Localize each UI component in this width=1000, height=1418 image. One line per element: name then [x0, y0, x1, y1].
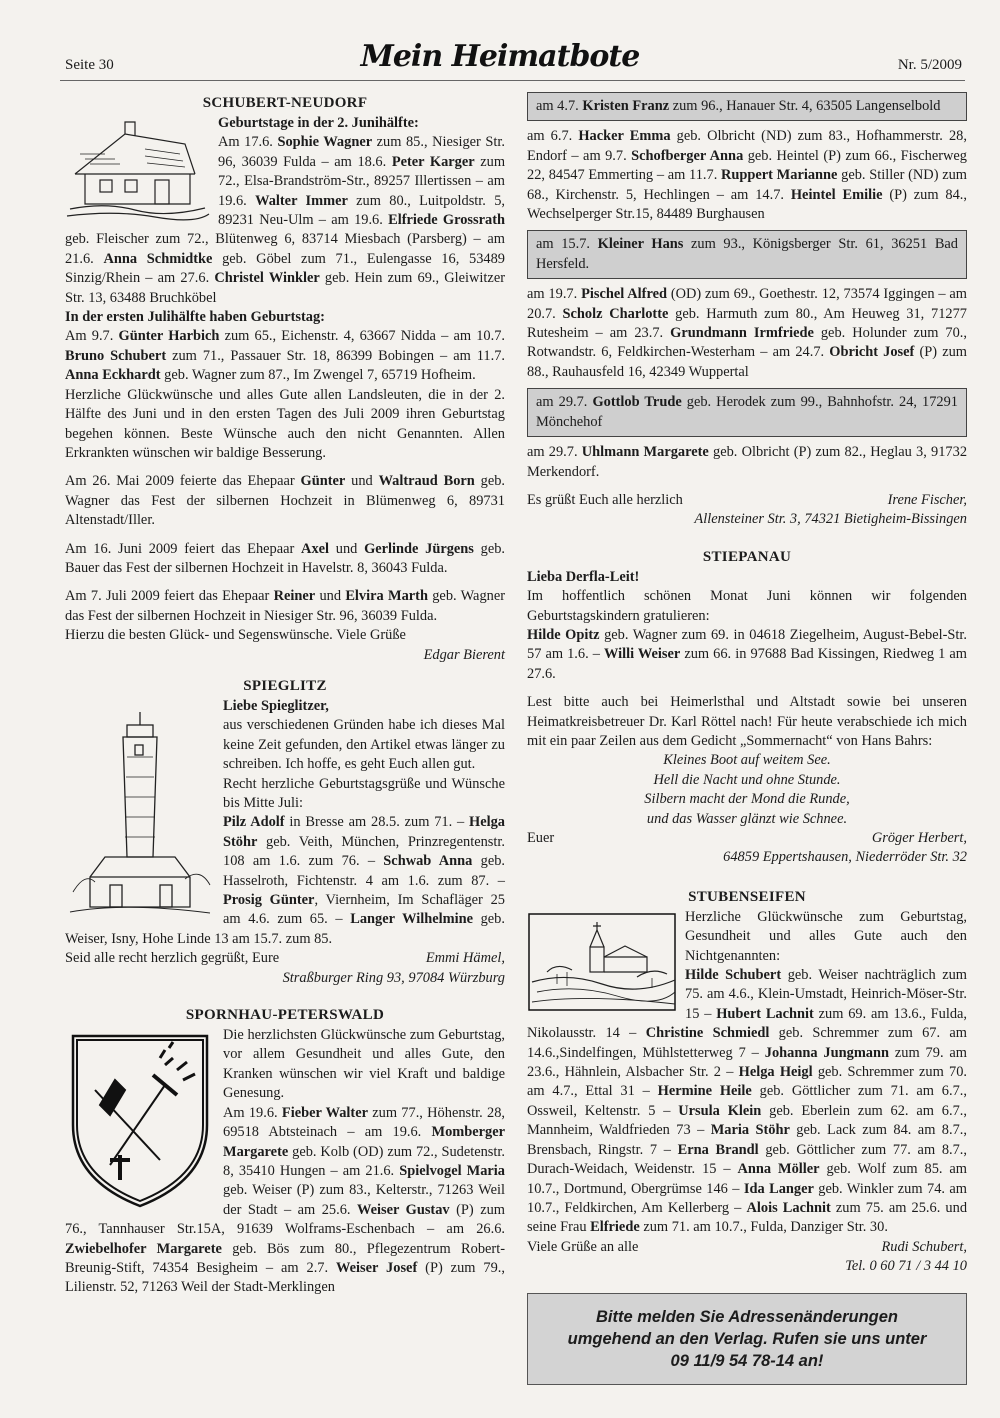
- birthday-list: Am 19.6. Fieber Walter zum 77., Höhenstr. 28, 69518 Abtsteinach – am 19.6. Momberger Margarete geb. Kolb (OD) zum 72., Sudetenstr. 8, 35410 Hungen – am 21.6. Spielvogel Maria geb. Weiser (P) zum 83., Kelterstr., 71263 Weil der Stadt – am 25.6. Weiser Gustav (P) zum 76., Tannhauser Str.15A, 91639 Wolframs-Eschenbach – am 26.6. Zwiebelhofer Margarete geb. Bös zum 80., Pflegezentrum Robert-Breunig-Stift, 74354 Besigheim – am 2.7. Weiser Josef (P) zum 79., Lilienstr. 52, 71263 Weil der Stadt-Merklingen: [65, 1104, 505, 1296]
- intro-paragraph: Herzliche Glückwünsche zum Geburtstag, Gesundheit und alles Gute auch den Nichtgenannten:: [685, 908, 967, 964]
- sign-address: 64859 Eppertshausen, Niederröder Str. 32: [723, 849, 967, 866]
- birthday-list-july: Am 9.7. Günter Harbich zum 65., Eichenstr. 4, 63667 Nidda – am 10.7. Bruno Schubert zum 71., Passauer Str. 18, 86399 Bobingen – am 11.7. Anna Eckhardt geb. Wagner zum 87., Im Zwengel 7, 65719 Hofheim.: [65, 328, 505, 384]
- subheading: In der ersten Julihälfte haben Geburtstag:: [65, 309, 325, 326]
- section-birthday-continuation: [527, 92, 967, 530]
- greeting-paragraph: Herzliche Glückwünsche und alles Gute allen Landsleuten, die in der 2. Hälfte des Juni und in den ersten Tagen des Juli 2009 ihren Geburtstag begehen können. Beste Wünsche auch den nicht Genannten. Allen Erkrankten wünschen wir baldige Besserung.: [65, 386, 505, 461]
- farewell-paragraph: Lest bitte auch bei Heimerlsthal und Altstadt sowie bei unseren Heimatkreisbetreuer Dr. Karl Röttel nach! Für heute verabschiede ich mich mit ein paar Zeilen aus dem Gedicht „Sommernacht“ von Hans Bahrs:: [527, 694, 967, 749]
- birthday-list-june: Am 17.6. Sophie Wagner zum 85., Niesiger Str. 96, 36039 Fulda – am 18.6. Peter Karger zum 72., Elsa-Brandström-Str., 89257 Illertissen – am 19.6. Walter Immer zum 80., Luitpoldstr. 5, 89231 Neu-Ulm – am 19.6. Elfriede Grossrath geb. Fleischer zum 72., Blütenweg 6, 83714 Miesbach (Parsberg) – am 21.6. Anna Schmidtke geb. Göbel zum 71., Eulengasse 16, 53489 Sinzig/Rhein – am 27.6. Christel Winkler geb. Hein zum 69., Gleiwitzer Str. 13, 63488 Bruchköbel: [65, 134, 506, 306]
- wishes-paragraph: Recht herzliche Geburtstagsgrüße und Wünsche bis Mitte Juli:: [223, 775, 505, 811]
- salutation: Liebe Spieglitzer,: [223, 697, 329, 714]
- section-title: SPIEGLITZ: [243, 677, 327, 694]
- birthday-list: am 29.7. Uhlmann Margarete geb. Olbricht (P) zum 82., Heglau 3, 91732 Merkendorf.: [527, 444, 968, 480]
- right-column: [527, 92, 967, 1385]
- subheading: Geburtstage in der 2. Junihälfte:: [218, 115, 419, 131]
- birthday-list: Hilde Opitz geb. Wagner zum 69. in 04618 Ziegelheim, August-Bebel-Str. 57 am 1.6. – Willi Weiser zum 66. in 97688 Bad Kissingen, Riedweg 1 am 27.6.: [527, 626, 967, 682]
- sign-off: Seid alle recht herzlich gegrüßt, Eure Emmi Hämel,: [65, 950, 505, 967]
- section-spornhau-peterswald: [65, 1004, 505, 1298]
- coat-of-arms: [65, 1030, 215, 1210]
- section-title: SCHUBERT-NEUDORF: [202, 95, 368, 111]
- birthday-list: Hilde Schubert geb. Weiser nachträglich zum 75. am 4.6., Klein-Umstadt, Heinrich-Möser-Str. 15 – Hubert Lachnit zum 69. am 13.6., Fulda, Nikolausstr. 14 – Christine Schmiedl geb. Schremmer zum 67. am 14.6.,Sindelfingen, Mühlstetterweg 7 – Johanna Jungmann zum 79. am 23.6., Hähnlein, Alsbacher Str. 2 – Helga Heigl geb. Schremmer zum 70. am 4.7., Ettal 31 – Hermine Heile geb. Göttlicher zum 71. am 6.7., Ossweil, Keltenstr. 5 – Ursula Klein geb. Eberlein zum 62. am 6.7., Mannheim, Waldfrieden 73 – Maria Stöhr geb. Lack zum 84. am 8.7., Brensbach, Ringstr. 7 – Erna Brandl geb. Göttlicher zum 77. am 8.7., Durach-Weidach, Weidenstr. 15 – Anna Möller geb. Wolf zum 85. am 10.7., Dortmund, Obergrümse 146 – Ida Langer geb. Winkler zum 74. am 10.7., Feldkirchen, Am Kellerberg – Alois Lachnit zum 75. am 25.6. und seine Frau Elfriede zum 71. am 10.7., Fulda, Danziger Str. 30.: [527, 967, 968, 1236]
- poem: Kleines Boot auf weitem See. Hell die Nacht und ohne Stunde. Silbern macht der Mond die Runde, und das Wasser glänzt wie Schnee.: [644, 752, 850, 827]
- sign-phone: Tel. 0 60 71 / 3 44 10: [845, 1258, 967, 1275]
- anniversary-1: Am 26. Mai 2009 feierte das Ehepaar Günter und Waltraud Born geb. Wagner das Fest der silbernen Hochzeit in Blümenweg 6, 89731 Altenstadt/Iller.: [65, 473, 506, 529]
- intro-paragraph: aus verschiedenen Gründen habe ich dieses Mal keine Zeit gefunden, den Artikel etwas länger zu schreiben. Ich hoffe, es geht Euch allen gut.: [223, 717, 505, 773]
- sign-off: Euer Gröger Herbert,: [527, 830, 967, 846]
- masthead: Mein Heimatbote: [360, 39, 640, 74]
- section-stubenseifen: [527, 886, 967, 1277]
- section-schubert-neudorf: [65, 92, 505, 665]
- church-drawing: [527, 912, 677, 1012]
- closing: Hierzu die besten Glück- und Segenswünsche. Viele Grüße: [65, 627, 406, 644]
- anniversary-3: Am 7. Juli 2009 feiert das Ehepaar Reiner und Elvira Marth geb. Wagner das Fest der silbernen Hochzeit in Niesiger Str. 96, 36039 Fulda.: [65, 588, 506, 624]
- section-title: SPORNHAU-PETERSWALD: [185, 1007, 385, 1024]
- farmhouse-drawing: [65, 114, 210, 222]
- intro-paragraph: Die herzlichsten Glückwünsche zum Geburtstag, vor allem Gesundheit und alles Gute, den Kranken wünschen wir viel Kraft und baldige Genesung.: [223, 1027, 505, 1102]
- highlight-box: am 29.7. Gottlob Trude geb. Herodek zum 99., Bahnhofstr. 24, 17291 Mönchehof: [527, 388, 967, 437]
- sign-off: Es grüßt Euch alle herzlich Irene Fischer,: [527, 491, 967, 508]
- section-title: STIEPANAU: [702, 548, 792, 565]
- salutation: Lieba Derfla-Leit!: [527, 568, 640, 585]
- section-title: STUBENSEIFEN: [688, 888, 806, 905]
- highlight-box: am 4.7. Kristen Franz zum 96., Hanauer Str. 4, 63505 Langenselbold: [527, 92, 967, 121]
- anniversary-2: Am 16. Juni 2009 feiert das Ehepaar Axel und Gerlinde Jürgens geb. Bauer das Fest der silbernen Hochzeit in Havelstr. 8, 36043 Fulda.: [65, 540, 506, 576]
- sign-address: Straßburger Ring 93, 97084 Würzburg: [282, 969, 505, 986]
- sign-address: Allensteiner Str. 3, 74321 Bietigheim-Bissingen: [694, 511, 967, 528]
- tower-drawing: [65, 707, 215, 917]
- birthday-list: am 19.7. Pischel Alfred (OD) zum 69., Goethestr. 12, 73574 Iggingen – am 20.7. Scholz Charlotte geb. Harmuth zum 80., Am Heuweg 31, 71277 Rutesheim – am 23.7. Grundmann Irmfriede geb. Holunder zum 70., Rotwandstr. 6, Feldkirchen-Westerham – am 24.7. Obricht Josef (P) zum 88., Rauhausfeld 16, 42349 Wuppertal: [527, 286, 967, 380]
- birthday-list: Pilz Adolf in Bresse am 28.5. zum 71. – Helga Stöhr geb. Veith, München, Prinzregentenstr. 108 am 1.6. zum 76. – Schwab Anna geb. Hasselroth, Fichtenstr. 4 am 1.6. zum 87. – Prosig Günter, Viernheim, Im Schafläger 25 am 4.6. zum 65. – Langer Wilhelmine geb. Weiser, Isny, Hohe Linde 13 am 15.7. zum 85.: [65, 814, 506, 947]
- signature: Edgar Bierent: [423, 646, 505, 663]
- section-stiepanau: [527, 546, 967, 868]
- intro-paragraph: Im hoffentlich schönen Monat Juni können wir folgenden Geburtstagskindern gratulieren:: [527, 588, 967, 624]
- issue-number: Nr. 5/2009: [897, 57, 962, 73]
- highlight-box: am 15.7. Kleiner Hans zum 93., Königsberger Str. 61, 36251 Bad Hersfeld.: [527, 230, 967, 279]
- page-number: Seite 30: [65, 57, 114, 73]
- left-column: [65, 92, 505, 1298]
- sign-off: Viele Grüße an alle Rudi Schubert,: [527, 1238, 967, 1255]
- birthday-list: am 6.7. Hacker Emma geb. Olbricht (ND) zum 83., Hofhammerstr. 28, Endorf – am 9.7. Schofberger Anna geb. Heintel (P) zum 66., Fischerweg 22, 84547 Emmerting – am 11.7. Ruppert Marianne geb. Stiller (ND) zum 68., Kirchenstr. 5, Hechlingen – am 14.7. Heintel Emilie (P) zum 84., Wechselperger Str.15, 84489 Burghausen: [527, 128, 967, 223]
- header-rule: [60, 80, 965, 81]
- address-change-banner: Bitte melden Sie Adressenänderungen umgehend an den Verlag. Rufen sie uns unter 09 11/9 54 78-14 an!: [527, 1293, 967, 1385]
- section-spieglitz: [65, 675, 505, 988]
